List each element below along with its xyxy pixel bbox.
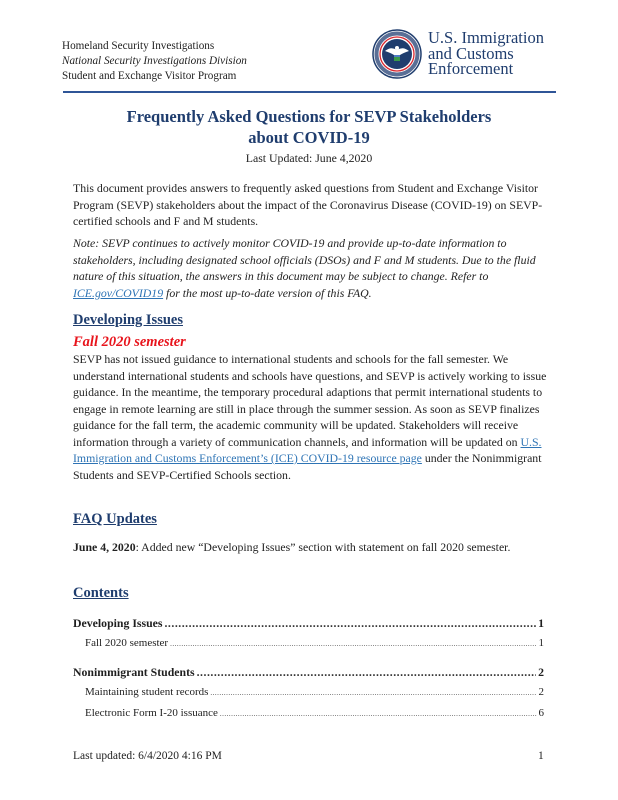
title-line-1: Frequently Asked Questions for SEVP Stakeholders — [126, 107, 492, 126]
faq-update-date: June 4, 2020 — [73, 540, 136, 554]
org-line-1: Homeland Security Investigations — [62, 40, 215, 52]
fall-2020-subheading: Fall 2020 semester — [73, 334, 186, 350]
toc-label: Maintaining student records — [85, 686, 209, 698]
agency-line-3: Enforcement — [428, 59, 514, 78]
toc-label: Electronic Form I-20 issuance — [85, 707, 218, 719]
last-updated-subtitle: Last Updated: June 4,2020 — [245, 151, 373, 165]
toc-page: 2 — [538, 665, 544, 679]
toc-page: 1 — [538, 616, 544, 630]
toc-leader — [164, 616, 536, 631]
header-divider — [63, 91, 556, 93]
footer-page-number: 1 — [538, 750, 544, 762]
toc-entry-fall-2020-semester[interactable] — [73, 637, 544, 649]
org-line-2: National Security Investigations Division — [62, 55, 247, 67]
toc-leader — [220, 710, 537, 718]
toc-page: 2 — [538, 686, 544, 698]
note-paragraph — [73, 235, 551, 301]
agency-line-1: U.S. Immigration — [428, 28, 544, 47]
contents-heading: Contents — [73, 585, 129, 601]
toc-leader — [197, 665, 537, 680]
faq-update-entry — [73, 539, 551, 556]
fall-2020-paragraph — [73, 351, 551, 483]
fall-2020-text-end: under the Nonimmigrant Students and SEVP-Certified Schools section. — [73, 451, 542, 482]
dhs-seal-icon — [372, 29, 422, 79]
intro-paragraph: This document provides answers to frequently asked questions from Student and Exchange Visitor Program (SEVP) stakeholders about the impact of the Coronavirus Disease (COVID-19) on SEVP-certified schools and F and M students. — [73, 181, 543, 228]
toc-entry-nonimmigrant-students[interactable] — [73, 665, 544, 680]
toc-leader — [170, 640, 536, 648]
toc-label: Fall 2020 semester — [85, 637, 169, 649]
toc-label: Developing Issues — [73, 616, 163, 630]
org-line-3: Student and Exchange Visitor Program — [62, 70, 237, 82]
faq-update-text: : Added new “Developing Issues” section with statement on fall 2020 semester. — [135, 540, 511, 554]
fall-2020-text: SEVP has not issued guidance to international students and schools for the fall semester. We understand international students and schools have questions, and SEVP is actively working to issue guidance. In the meantime, the temporary procedural adaptions that permit international students to engage in remote learning are still in place through the summer session. As soon as SEVP finalizes guidance for the fall term, the academic community will be updated. Stakeholders will receive information through a variety of communication channels, and information will be updated on — [73, 352, 547, 449]
title-line-2: about COVID-19 — [248, 128, 370, 147]
toc-page: 6 — [538, 707, 544, 719]
org-header — [62, 39, 247, 84]
note-text: Note: SEVP continues to actively monitor COVID-19 and provide up-to-date information to stakeholders, including designated school officials (DSOs) and F and M students. Due to the fluid nature of this situation, the answers in this document may be subject to change. Refer to — [73, 236, 536, 283]
toc-page: 1 — [538, 637, 544, 649]
toc-label: Nonimmigrant Students — [73, 665, 195, 679]
toc-entry-maintaining-student-records[interactable] — [73, 686, 544, 698]
developing-issues-heading: Developing Issues — [73, 312, 183, 328]
agency-name — [428, 30, 544, 77]
page-title — [0, 106, 618, 148]
footer-last-updated: Last updated: 6/4/2020 4:16 PM — [73, 750, 222, 762]
toc-entry-developing-issues[interactable] — [73, 616, 544, 631]
ice-covid19-link[interactable]: ICE.gov/COVID19 — [73, 285, 164, 300]
toc-leader — [210, 689, 536, 697]
agency-line-2: and Customs — [428, 43, 514, 63]
note-text-end: for the most up-to-date version of this FAQ. — [163, 285, 372, 300]
faq-updates-heading: FAQ Updates — [73, 511, 157, 527]
toc-entry-electronic-form-i20[interactable] — [73, 707, 544, 719]
ice-resource-page-link[interactable]: U.S. Immigration and Customs Enforcement’s (ICE) COVID-19 resource page — [73, 434, 542, 465]
